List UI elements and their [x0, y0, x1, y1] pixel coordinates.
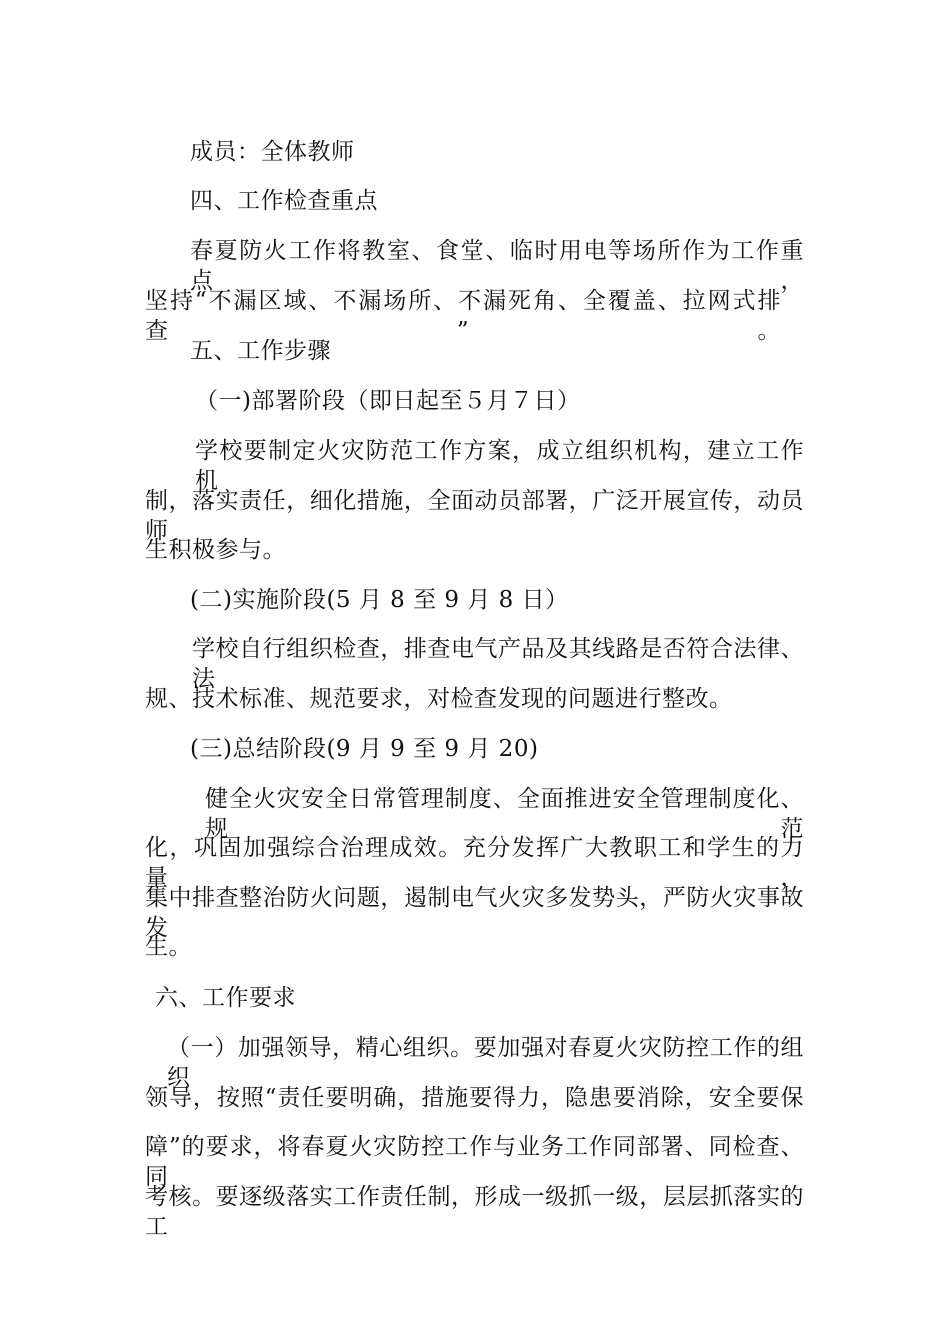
paragraph-line: 领导，按照“责任要明确，措施要得力，隐患要消除，安全要保	[145, 1085, 804, 1111]
step-3-heading: (三)总结阶段(9 月 9 至 9 月 20)	[190, 736, 539, 762]
paragraph-line: 化，巩固加强综合治理成效。充分发挥广大教职工和学生的力量，	[145, 835, 804, 891]
paragraph-line: （一）加强领导，精心组织。要加强对春夏火灾防控工作的组织	[167, 1035, 804, 1091]
paragraph-line: 生积极参与。	[145, 537, 286, 563]
paragraph-line: 春夏防火工作将教室、食堂、临时用电等场所作为工作重点，	[190, 238, 804, 294]
paragraph-line: 集中排查整治防火问题，遏制电气火灾多发势头，严防火灾事故发	[145, 885, 804, 941]
section-6-heading: 六、工作要求	[155, 985, 296, 1011]
step-2-heading: (二)实施阶段(5 月 8 至 9 月 8 日）	[190, 587, 569, 613]
paragraph-line: 学校要制定火灾防范工作方案，成立组织机构，建立工作机	[195, 438, 804, 494]
paragraph-line: 生。	[145, 934, 192, 960]
paragraph-line: 考核。要逐级落实工作责任制，形成一级抓一级，层层抓落实的工	[145, 1184, 804, 1240]
paragraph-line: 障”的要求，将春夏火灾防控工作与业务工作同部署、同检查、同	[145, 1134, 804, 1190]
paragraph-line: 坚持“不漏区域、不漏场所、不漏死角、全覆盖、拉网式排查”。	[145, 288, 781, 344]
paragraph-line: 规、技术标准、规范要求，对检查发现的问题进行整改。	[145, 686, 733, 712]
step-1-heading: （一)部署阶段（即日起至５月７日）	[195, 388, 581, 414]
paragraph-line: 健全火灾安全日常管理制度、全面推进安全管理制度化、规范	[205, 786, 804, 842]
paragraph-line: 学校自行组织检查，排查电气产品及其线路是否符合法律、法	[192, 636, 804, 692]
members-line: 成员：全体教师	[190, 139, 355, 165]
section-4-heading: 四、工作检查重点	[190, 188, 378, 214]
section-5-heading: 五、工作步骤	[190, 338, 331, 364]
paragraph-line: 制，落实责任，细化措施，全面动员部署，广泛开展宣传，动员师	[145, 488, 804, 544]
